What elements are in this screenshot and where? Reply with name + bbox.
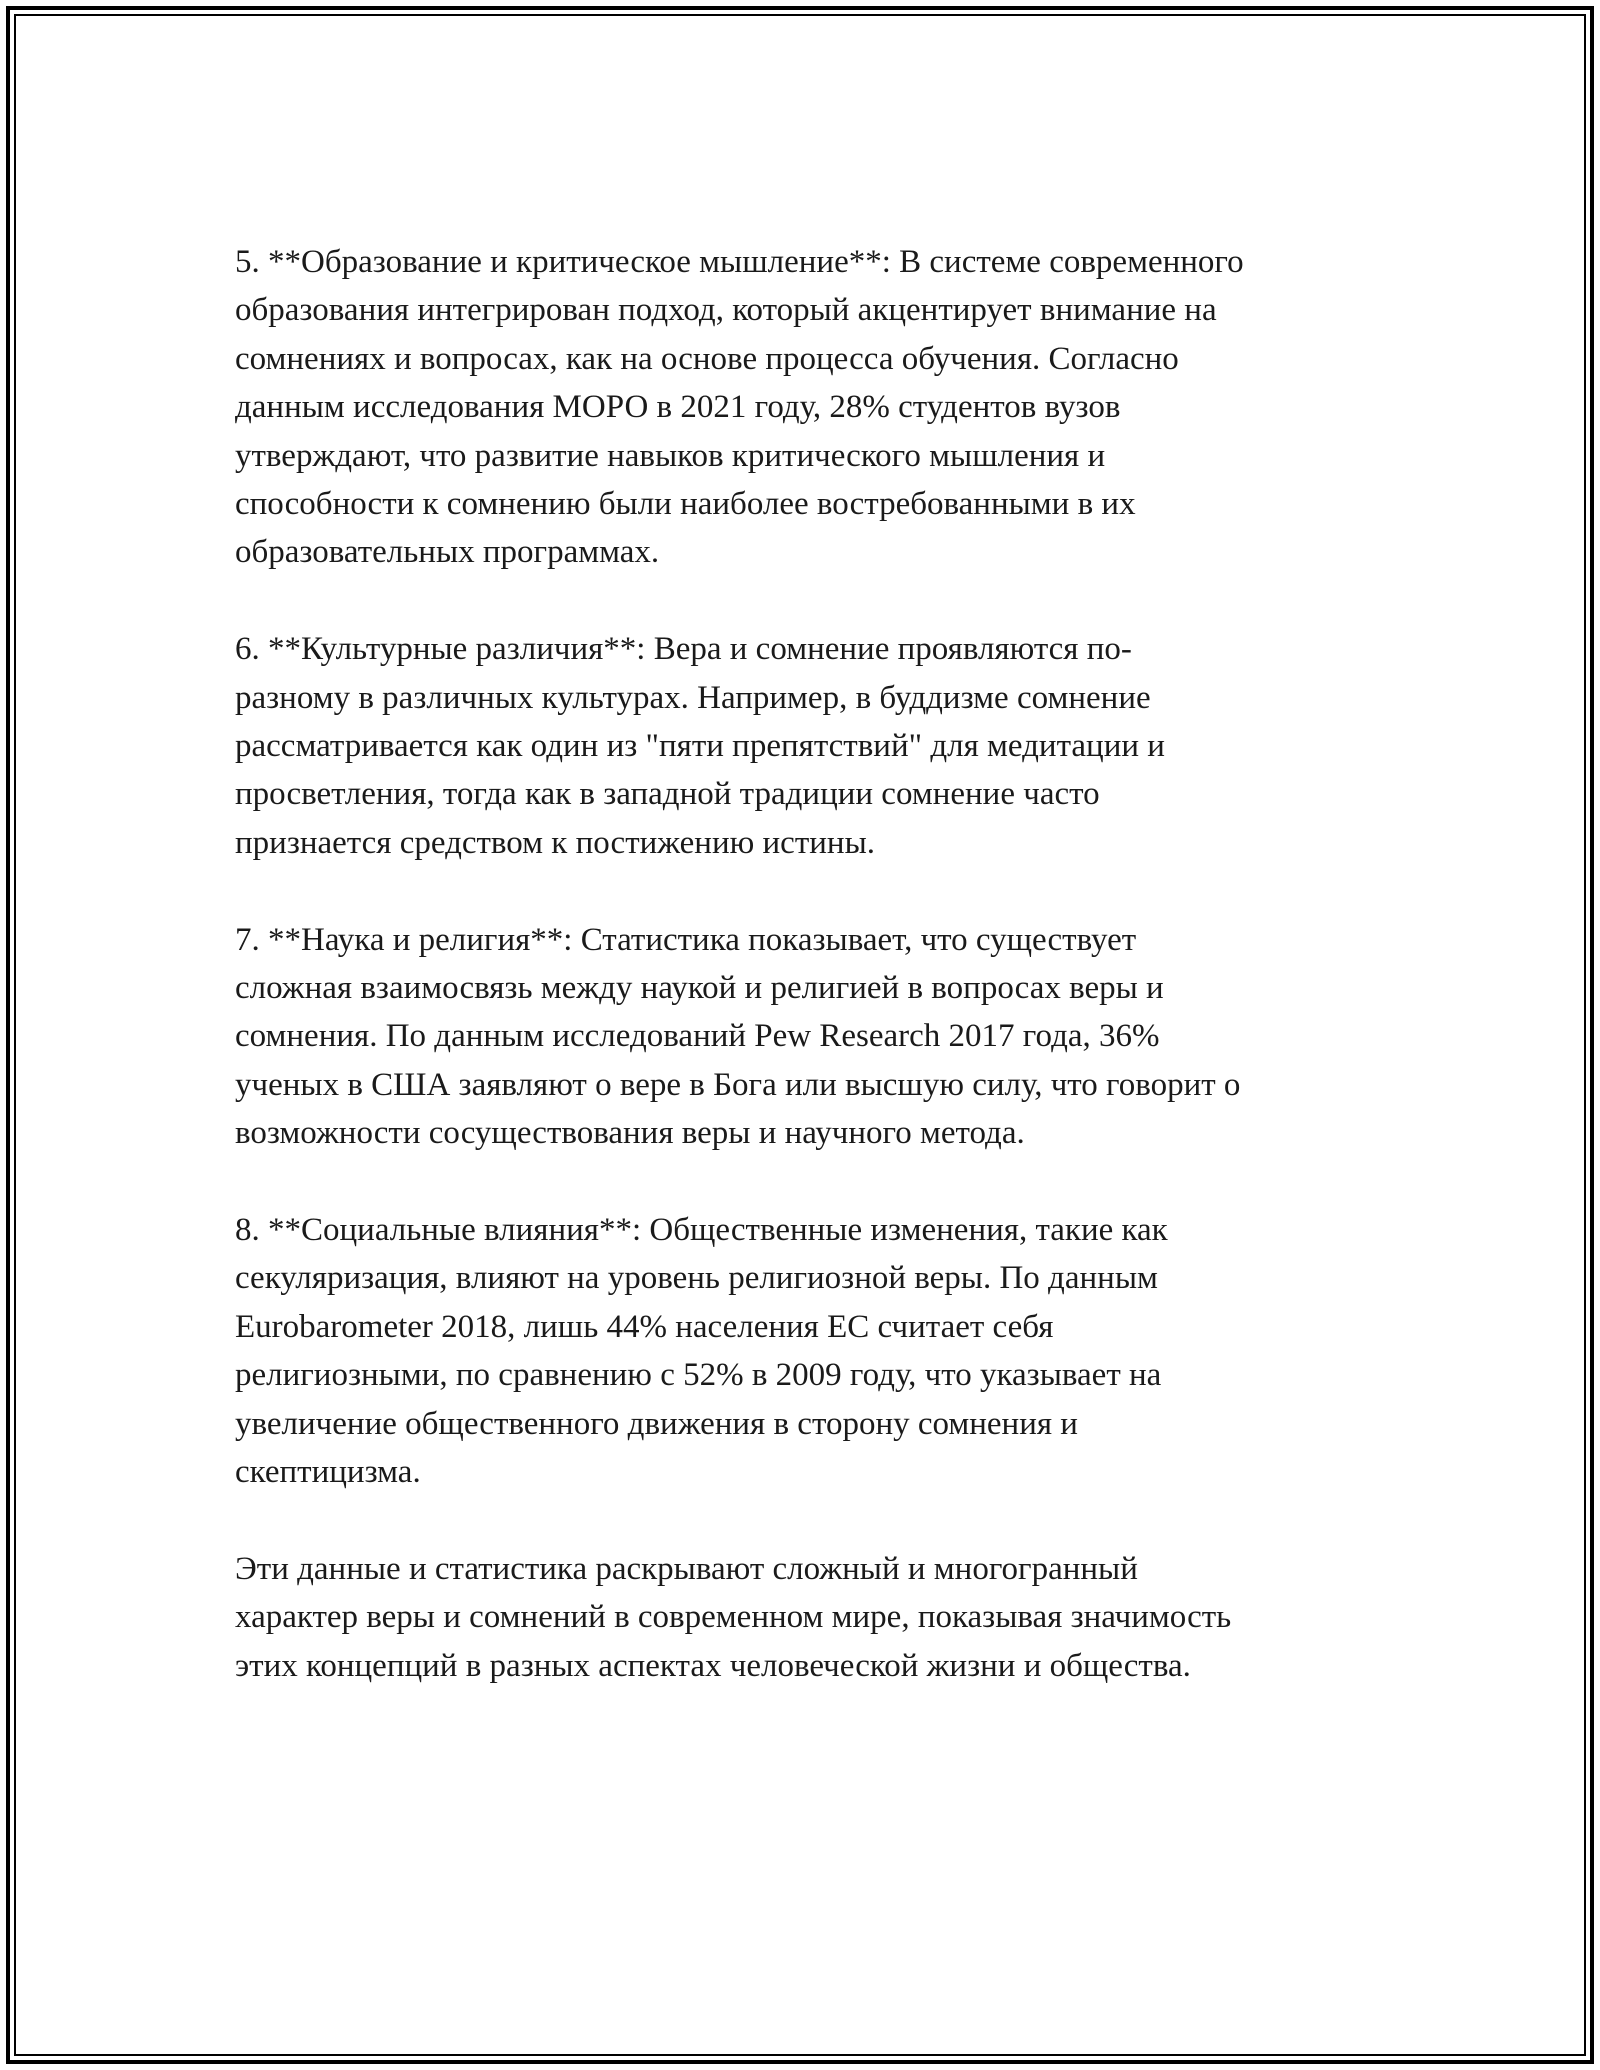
paragraph-conclusion: Эти данные и статистика раскрывают сложный и многогранный характер веры и сомнений в современном мире, показывая значимость этих концепций в разных аспектах человеческой жизни и общества. <box>235 1550 1232 1684</box>
paragraph-social-influences: 8. **Социальные влияния**: Общественные изменения, такие как секуляризация, влияют на уровень религиозной веры. По данным Eurobarometer 2018, лишь 44% населения ЕС считает себя религиозными, по сравнению с 52% в 2009 году, что указывает на увеличение общественного движения в сторону сомнения и скептицизма. <box>235 1212 1168 1491</box>
paragraph-science-religion: 7. **Наука и религия**: Статистика показывает, что существует сложная взаимосвязь между наукой и религией в вопросах веры и сомнения. По данным исследований Pew Research 2017 года, 36% ученых в США заявляют о вере в Бога или высшую силу, что говорит о возможности сосуществования веры и научного метода. <box>235 921 1241 1152</box>
document-body <box>235 238 1375 1690</box>
paragraph-education: 5. **Образование и критическое мышление**: В системе современного образования интегрирован подход, который акцентирует внимание на сомнениях и вопросах, как на основе процесса обучения. Согласно данным исследования МОРО в 2021 году, 28% студентов вузов утверждают, что развитие навыков критического мышления и способности к сомнению были наиболее востребованными в их образовательных программах. <box>235 244 1244 571</box>
paragraph-cultural-differences: 6. **Культурные различия**: Вера и сомнение проявляются по- разному в различных культурах. Например, в буддизме сомнение рассматривается как один из "пяти препятствий" для медитации и просветления, тогда как в западной традиции сомнение часто признается средством к постижению истины. <box>235 631 1165 861</box>
